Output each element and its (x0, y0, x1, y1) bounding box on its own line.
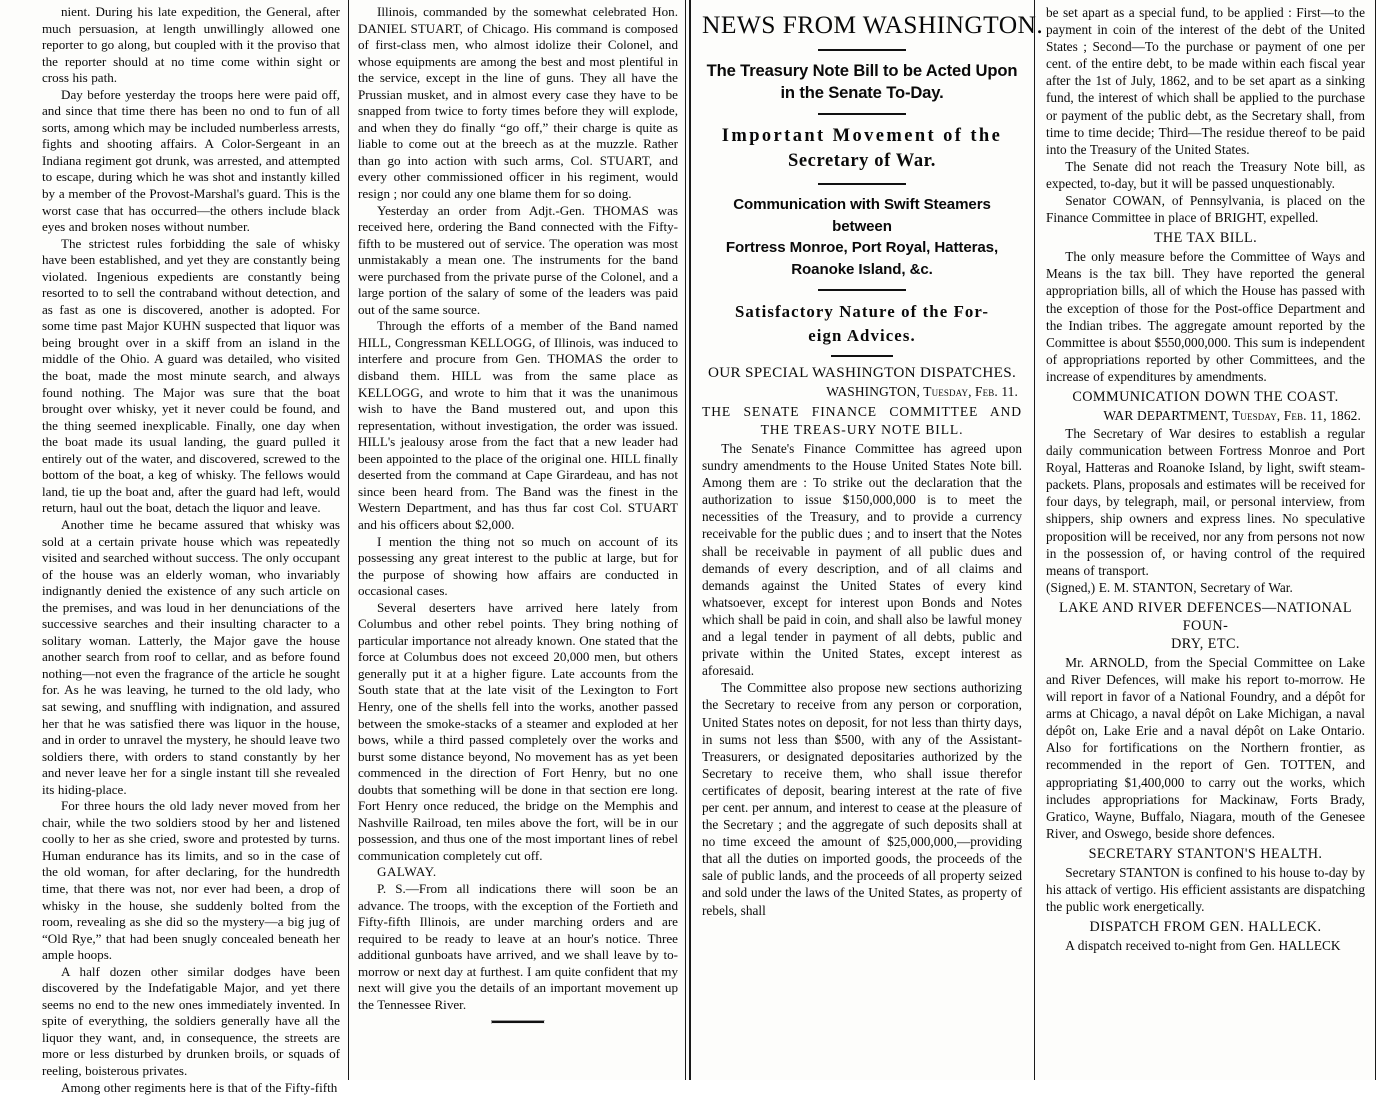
deck-rule (818, 49, 906, 51)
paragraph: The strictest rules forbidding the sale of whisky have been established, and yet they are constantly being violated. Ingenious expedients are constantly being resorted to to sell the contraband without detection, and as fast as one is discovered, another is adopted. For some time past Major KUHN suspected that liquor was being brought over in a skiff from an island in the middle of the Ohio. A guard was detailed, who visited the boat, made the most minute search, and always found nothing. The Major was sure that the boat brought over whisky, yet it never could be found, and the thing seemed inexplicable. Finally, one day when the boat made its usual landing, the guard pulled it entirely out of the water, and discovered, screwed to the bottom of the boat, a keg of whisky. The fellows would land, tie up the boat and, after the guard had left, would return, haul out the boat, detach the liquor and leave. (42, 235, 340, 516)
section-end-rule (491, 1020, 545, 1024)
deck-headline-5 (702, 300, 1022, 348)
paragraph: A dispatch received to-night from Gen. HALLECK (1065, 938, 1341, 954)
paragraph: Yesterday an order from Adjt.-Gen. THOMAS was received here, ordering the Band connected with the Fifty-fifth to be mustered out of service. The operation was most unmistakably a mean one. The instruments for the band were purchased from the private purse of the Colonel, and a large portion of the salary of some of the leaders was paid out of the same source. (358, 202, 678, 317)
paragraph: Day before yesterday the troops here were paid off, and since that time there has been no ond to fun of all sorts, among which may be included numberless arrests, fights and shooting affairs. A Color-Sergeant in an Indiana regiment got drunk, was arrested, and attempted to escape, during which he was shot and instantly killed by a member of the Provost-Marshal's guard. This is the worst case that has occurred—the others include black eyes and broken noses without number. (42, 86, 340, 235)
dateline: WASHINGTON, Tuesday, Feb. 11. (826, 384, 1018, 399)
column-3 (688, 0, 1044, 1080)
paragraph: Senator COWAN, of Pennsylvania, is placed on the Finance Committee in place of BRIGHT, expelled. (1046, 193, 1365, 226)
paragraph: Through the efforts of a member of the Band named HILL, Congressman KELLOGG, of Illinois, was induced to interfere and procure from Gen. THOMAS the order to disband them. HILL was from the same place as KELLOGG, and wrote to him that it was the unanimous wish to have the Band mustered out, and upon this representation, without investigation, the order was issued. HILL's jealousy arose from the fact that a new leader had been appointed to the place of the original one. HILL finally deserted from the command at Cape Girardeau, and has not since been heard from. The Band was the finest in the Western Department, and has thus far cost Col. STUART and his officers about $2,000. (358, 318, 678, 532)
dateline: WAR DEPARTMENT, Tuesday, Feb. 11, 1862. (1103, 407, 1361, 423)
paragraph: The Secretary of War desires to establish a regular daily communication between Fortress Monroe and Port Royal, Hatteras and Roanoke Island, by light, swift steam-packets. Plans, proposals and estimates will be received for four days, by telegraph, mail, or personal interview, from shippers, ship owners and express lines. No speculative proposition will be received, nor any from persons not now in the possession of, or having control of the required means of transport. (1046, 425, 1365, 578)
deck-rule (818, 183, 906, 185)
page-title: NEWS FROM WASHINGTON. (702, 10, 1044, 39)
paragraph: The Committee also propose new sections authorizing the Secretary to receive from any person or corporation, United States notes on deposit, for not less than thirty days, in sums not less than $500, with any of the Assistant-Treasurers, or designated depositaries authorized by the Secretary to receive them, who shall issue therefor certificates of deposit, bearing interest at the rate of five per cent. per annum, and interest to cease at the pleasure of the Secretary ; and the aggregate of such deposits shall at no time exceed the amount of $25,000,000,—providing that all the duties on imported goods, the proceeds of the sale of public lands, and the proceeds of all property seized and sold under the laws of the United States, as property of rebels, shall (702, 680, 1022, 918)
paragraph: The only measure before the Committee of Ways and Means is the tax bill. They have reported the general appropriation bills, all of which the House has passed with the exception of those for the Post-office Department and the Indian tribes. The aggregate amount reported by the Committee is about $550,000,000. This sum is independent of appropriations reported by other Committees, and the increase of expenditures by amendments. (1046, 249, 1365, 384)
deck-line: The Treasury Note Bill to be Acted Upon (706, 61, 1018, 80)
paragraph: I mention the thing not so much on account of its possessing any great interest to the public at large, but for the purpose of showing how affairs are conducted in occasional cases. (358, 533, 678, 599)
paragraph: be set apart as a special fund, to be applied : First—to the payment in coin of the interest of the debt of the United States ; Second—To the purchase or payment of one per cent. of the entire debt, to be made within each fiscal year after the 1st of July, 1862, and to be set apart as a sinking fund, the interest of which shall be applied to the purchase or payment of the public debt, as the Secretary shall, from time to time decide; Third—The residue thereof to be paid into the Treasury of the United States. (1046, 5, 1365, 157)
special-dispatch-head: OUR SPECIAL WASHINGTON DISPATCHES. (707, 364, 1017, 381)
section-head-stanton-health: SECRETARY STANTON'S HEALTH. (1088, 845, 1323, 862)
paragraph: Illinois, commanded by the somewhat celebrated Hon. DANIEL STUART, of Chicago. His command is composed of first-class men, who almost idolize their Colonel, and whose equipments are among the best and most plentiful in the service, except in the line of guns. They all have the Prussian musket, and in almost every case they have to be snapped from twice to forty times before they will explode, and when they do finally “go off,” their charge is quite as liable to come out at the breech as at the muzzle. Rather than go into action with such arms, Col. STUART, and every other commissioned officer in his regiment, would resign ; nor could any one blame them for so doing. (358, 4, 678, 202)
paragraph: For three hours the old lady never moved from her chair, while the two soldiers stood by her and listened coolly to her as she cried, swore and protested by turns. Human endurance has its limits, and so in the case of the old woman, for after declaring, for the hundredth time, that there was not, nor ever had been, a drop of whisky in the house, she suddenly bolted from the room, revealing as she did so the mystery—a big jug of “Old Rye,” that had been snugly concealed beneath her ample hoops. (42, 798, 340, 963)
column-1 (0, 0, 348, 1095)
section-subhead: THE SENATE FINANCE COMMITTEE AND THE TREAS-URY NOTE BILL. (702, 404, 1022, 437)
deck-rule (818, 113, 906, 115)
deck-rule (831, 355, 893, 357)
deck-headline-4 (702, 194, 1022, 280)
deck-headline-3 (702, 124, 1022, 174)
paragraph: Secretary STANTON is confined to his house to-day by his attack of vertigo. His efficient assistants are dispatching the public work energetically. (1046, 864, 1365, 915)
signature-line: (Signed,) E. M. STANTON, Secretary of War. (1046, 579, 1293, 595)
deck-line: Secretary of War. (787, 151, 937, 171)
section-head-lake-defences (1046, 599, 1365, 653)
deck-rule (818, 289, 906, 291)
paragraph: Several deserters have arrived here lately from Columbus and other rebel points. They bring nothing of particular importance not already known. One stated that the force at Columbus does not exceed 20,000 men, but others generally put it at a higher figure. Late accounts from the South state that at the late visit of the Lexington to Fort Henry, one of the shells fell into the works, another passed between the smoke-stacks of a steamer and exploded at her bows, while a third passed completely over the works and burst some distance beyond, No movement has as yet been commenced in the direction of Fort Henry, but no one doubts that something will be done in that section ere long. Fort Henry once reduced, the bridge on the Memphis and Nashville Railroad, ten miles above the fort, will be in our possession, and thus one of the most important lines of rebel communication completely cut off. (358, 599, 678, 863)
section-head-tax-bill: THE TAX BILL. (1153, 230, 1258, 247)
paragraph: The Senate's Finance Committee has agreed upon sundry amendments to the House United States Note bill. Among them are : To strike out the declaration that the authorization to issue $150,000,000 is to meet the necessities of the Treasury, and to provide a currency receivable for the public dues ; and to insert that the Notes shall be receivable in payment of all public dues and demands of every description, and of all claims and demands against the United States of every kind whatsoever, except for interest upon Bonds and Notes which shall be paid in coin, and shall also be lawful money and a legal tender in payment of all debts, public and private within the United States, except interest as aforesaid. (702, 441, 1022, 679)
deck-line: Roanoke Island, &c. (791, 260, 933, 278)
section-head-line: LAKE AND RIVER DEFENCES—NATIONAL FOUN- (1058, 599, 1352, 634)
deck-line: Fortress Monroe, Port Royal, Hatteras, (725, 239, 999, 256)
headline-deck (702, 10, 1044, 357)
section-head-halleck-dispatch: DISPATCH FROM GEN. HALLECK. (1089, 919, 1322, 936)
deck-line: eign Advices. (808, 326, 916, 345)
paragraph: Among other regiments here is that of the Fifty-fifth (60, 1079, 338, 1095)
paragraph: Mr. ARNOLD, from the Special Committee on Lake and River Defences, will make his report to-morrow. He will report in favor of a National Foundry, and a dépôt for arms at Chicago, a naval dépôt on Lake Michigan, a naval dépôt on, Lake Erie and a naval dépôt on Lake Ontario. Also for fortifications on the Northern frontier, as recommended in the report of Gen. TOTTEN, and appropriating $1,400,000 to carry out the works, which includes appropriations for Mackinaw, Forts Brady, Gratico, Wayne, Buffalo, Niagara, mouth of the Genesee River, and Oswego, beside shore defences. (1046, 654, 1365, 841)
correspondent-signature: GALWAY. (376, 864, 437, 880)
column-4 (1034, 0, 1375, 1080)
section-head-coast: COMMUNICATION DOWN THE COAST. (1072, 388, 1339, 405)
paragraph: A half dozen other similar dodges have been discovered by the Indefatigable Major, and yet there seems no end to the new ones immediately invented. In spite of everything, the soldiers generally have all the liquor they want, and, in consequence, the streets are more or less disturbed by drunken broils, or squads of reeling, boisterous privates. (42, 963, 340, 1078)
paragraph: Another time he became assured that whisky was sold at a certain private house which was repeatedly visited and searched without success. The only occupant of the house was an elderly woman, who invariably indignantly denied the existence of any such article on the premises, and was loud in her denunciations of the successive searches and their insulting character to a solitary woman. Latterly, the Major gave the house another search from roof to cellar, and as before found nothing—not even the fragrance of the article he sought for. As he was leaving, he turned to the old lady, who sat sewing, and snuffling with indignation, and assured her that he was satisfied there was liquor in the house, and in order to unravel the mystery, he should leave two soldiers there, with orders to stand constantly by her and never leave her for a single instant till she revealed its hiding-place. (42, 516, 340, 797)
paragraph: The Senate did not reach the Treasury Note bill, as expected, to-day, but it will be passed unquestionably. (1046, 158, 1365, 191)
deck-line: Communication with Swift Steamers between (733, 196, 991, 235)
column-2 (348, 0, 688, 1080)
postscript: P. S.—From all indications there will soon be an advance. The troops, with the exception of the Fortieth and Fifty-fifth Illinois, are under marching orders and are required to be ready to leave at an hour's notice. Three additional gunboats have arrived, and we shall leave by to-morrow or next day at furthest. I am quite confident that my next will give you the details of an important movement up the Tennessee River. (358, 880, 678, 1012)
deck-line: Important Movement of the (721, 126, 1003, 146)
deck-headline-2 (702, 60, 1022, 104)
deck-line: Satisfactory Nature of the For- (734, 302, 990, 321)
section-head-line: DRY, ETC. (1171, 635, 1240, 652)
paragraph: nient. During his late expedition, the General, after much persuasion, at length unwillingly allowed one reporter to go along, but coupled with it the proviso that the reporter should at no time come within sight or cross his path. (42, 4, 340, 86)
deck-line: in the Senate To-Day. (780, 83, 944, 102)
